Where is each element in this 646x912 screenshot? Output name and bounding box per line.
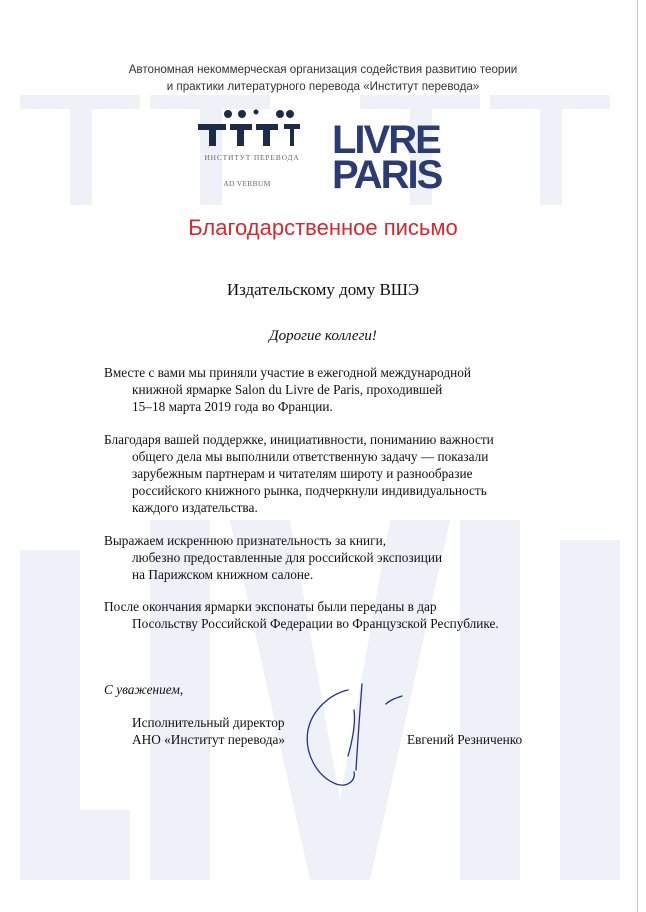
signatory-title-line-2: АНО «Институт перевода» — [132, 732, 286, 747]
page-edge — [637, 0, 638, 912]
livre-paris-logo — [330, 118, 446, 194]
paragraph-3-line-1: Выражаем искреннюю признательность за книги, — [104, 533, 387, 548]
institute-name: ИНСТИТУТ ПЕРЕВОДА — [204, 153, 300, 162]
handwritten-signature — [290, 680, 420, 800]
paragraph-3-line-3: на Парижском книжном салоне. — [132, 567, 314, 582]
addressee: Издательскому дому ВШЭ — [226, 280, 420, 299]
paragraph-3-line-2: любезно предоставленные для российской экспозиции — [132, 550, 443, 565]
paragraph-1-line-2: книжной ярмарке Salon du Livre de Paris, проходившей — [132, 382, 443, 397]
paragraph-1-line-1: Вместе с вами мы приняли участие в ежегодной международной — [104, 365, 471, 380]
letter-title: Благодарственное письмо — [188, 215, 458, 240]
paragraph-4-line-2: Посольству Российской Федерации во Французской Республике. — [132, 616, 499, 631]
paragraph-1-line-3: 15–18 марта 2019 года во Франции. — [132, 399, 333, 414]
paragraph-2-line-4: российского книжного рынка, подчеркнули индивидуальность — [132, 483, 487, 498]
paragraph-4-line-1: После окончания ярмарки экспонаты были переданы в дар — [104, 599, 437, 614]
paragraph-2-line-2: общего дела мы выполнили ответственную задачу — показали — [132, 449, 489, 464]
paragraph-2-line-3: зарубежным партнерам и читателям широту и разнообразие — [132, 466, 473, 481]
institute-logo — [190, 108, 314, 168]
paris-word: PARIS — [332, 153, 442, 194]
paragraph-2-line-1: Благодаря вашей поддержке, инициативности, пониманию важности — [104, 432, 494, 447]
org-name-line-2: и практики литературного перевода «Институт перевода» — [166, 80, 480, 93]
closing: С уважением, — [104, 682, 184, 697]
signatory-name: Евгений Резниченко — [407, 732, 523, 747]
salutation: Дорогие коллеги! — [269, 328, 377, 344]
org-name-line-1: Автономная некоммерческая организация содействия развитию теории — [128, 63, 518, 76]
institute-tagline: AD VERBUM — [223, 179, 271, 188]
paragraph-2-line-5: каждого издательства. — [132, 500, 258, 515]
signatory-title-line-1: Исполнительный директор — [132, 715, 285, 730]
livre-word: LIVRE — [332, 118, 440, 162]
